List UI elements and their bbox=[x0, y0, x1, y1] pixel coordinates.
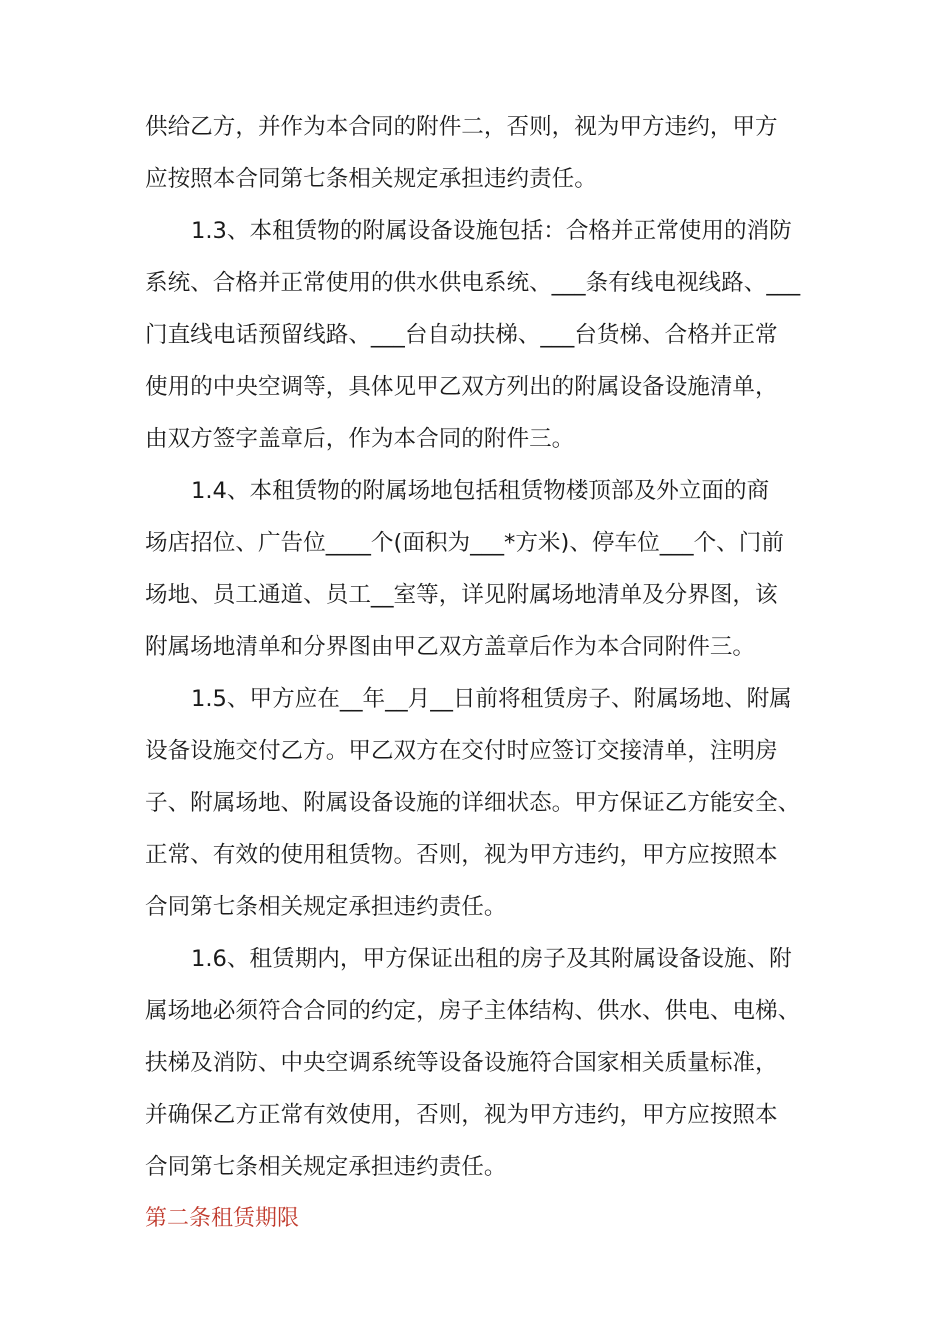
paragraph-4-line-1: 属场地必须符合合同的约定，房子主体结构、供水、供电、电梯、 bbox=[145, 998, 801, 1024]
paragraph-4-line-3: 并确保乙方正常有效使用，否则，视为甲方违约，甲方应按照本 bbox=[145, 1102, 778, 1128]
paragraph-4-line-2: 扶梯及消防、中央空调系统等设备设施符合国家相关质量标准， bbox=[145, 1050, 778, 1076]
paragraph-3-line-0: 1.5、甲方应在__年__月__日前将租赁房子、附属场地、附属 bbox=[191, 686, 792, 712]
section-heading: 第二条租赁期限 bbox=[145, 1206, 300, 1231]
paragraph-0-line-1: 应按照本合同第七条相关规定承担违约责任。 bbox=[145, 166, 597, 192]
paragraph-3-line-3: 正常、有效的使用租赁物。否则，视为甲方违约，甲方应按照本 bbox=[145, 842, 778, 868]
paragraph-3-line-1: 设备设施交付乙方。甲乙双方在交付时应签订交接清单，注明房 bbox=[145, 738, 778, 764]
paragraph-2-line-0: 1.4、本租赁物的附属场地包括租赁物楼顶部及外立面的商 bbox=[191, 478, 770, 504]
paragraph-2-line-3: 附属场地清单和分界图由甲乙双方盖章后作为本合同附件三。 bbox=[145, 634, 756, 660]
paragraph-2-line-2: 场地、员工通道、员工__室等，详见附属场地清单及分界图，该 bbox=[145, 582, 778, 608]
paragraph-0-line-0: 供给乙方，并作为本合同的附件二，否则，视为甲方违约，甲方 bbox=[145, 114, 778, 140]
paragraph-3-line-4: 合同第七条相关规定承担违约责任。 bbox=[145, 894, 507, 920]
paragraph-1-line-0: 1.3、本租赁物的附属设备设施包括：合格并正常使用的消防 bbox=[191, 218, 792, 244]
paragraph-1-line-2: 门直线电话预留线路、___台自动扶梯、___台货梯、合格并正常 bbox=[145, 322, 778, 348]
paragraph-3-line-2: 子、附属场地、附属设备设施的详细状态。甲方保证乙方能安全、 bbox=[145, 790, 801, 816]
paragraph-4-line-0: 1.6、租赁期内，甲方保证出租的房子及其附属设备设施、附 bbox=[191, 946, 792, 972]
document-body bbox=[145, 101, 810, 1245]
paragraph-1-line-3: 使用的中央空调等，具体见甲乙双方列出的附属设备设施清单， bbox=[145, 374, 778, 400]
paragraph-2-line-1: 场店招位、广告位____个(面积为___*方米)、停车位___个、门前 bbox=[145, 530, 784, 556]
paragraph-4-line-4: 合同第七条相关规定承担违约责任。 bbox=[145, 1154, 507, 1180]
paragraph-1-line-1: 系统、合格并正常使用的供水供电系统、___条有线电视线路、___ bbox=[145, 270, 801, 296]
paragraph-1-line-4: 由双方签字盖章后，作为本合同的附件三。 bbox=[145, 426, 575, 452]
